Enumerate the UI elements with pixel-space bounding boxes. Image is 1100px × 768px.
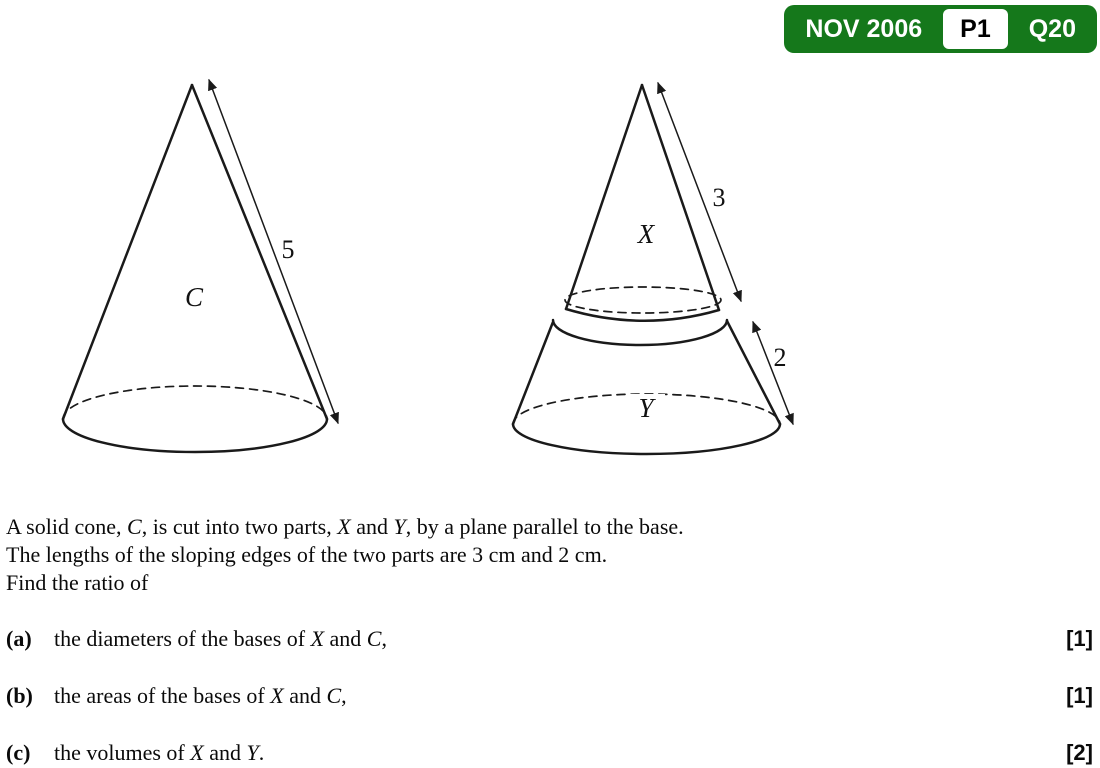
part-b-text	[54, 683, 1066, 709]
var-x: X	[310, 626, 325, 651]
cone-c-left-edge	[63, 85, 192, 419]
var-x: X	[190, 740, 204, 765]
cone-c-slant-length-label: 5	[281, 235, 295, 264]
part-b-run: the areas of the bases of	[54, 683, 271, 708]
cone-x-label: X	[637, 219, 655, 249]
cone-x-slant-length-label: 3	[712, 183, 726, 212]
question-part-a	[6, 626, 1093, 652]
frustum-y-base-front-arc	[513, 424, 780, 454]
badge-question-label: Q20	[1028, 14, 1076, 43]
part-c-label: (c)	[6, 740, 31, 765]
cone-x-left-edge	[566, 85, 642, 309]
cone-c-base-front-arc	[63, 419, 327, 452]
var-y: Y	[246, 740, 259, 765]
cone-c-figure	[63, 80, 338, 452]
intro-text: A solid cone,	[6, 514, 127, 539]
frustum-y-label: Y	[638, 393, 654, 423]
frustum-y-top-ellipse	[553, 320, 727, 345]
var-x: X	[270, 683, 284, 708]
cone-c-right-edge	[192, 85, 327, 419]
cone-c-slant-dimension-arrow	[209, 80, 338, 423]
part-c-marks: [2]	[1066, 740, 1093, 765]
intro-text: and	[350, 514, 394, 539]
var-c: C	[326, 683, 342, 708]
question-part-c	[6, 740, 1093, 766]
part-a-marks: [1]	[1066, 626, 1093, 651]
part-b-run: ,	[341, 683, 347, 708]
frustum-y-slant-length-label: 2	[773, 343, 787, 372]
part-c-run: .	[258, 740, 265, 765]
cone-x-slant-dimension-arrow	[658, 83, 741, 301]
part-c-text	[54, 740, 1066, 766]
question-part-b	[6, 683, 1093, 709]
part-a-label: (a)	[6, 626, 32, 651]
question-intro	[6, 513, 684, 597]
part-a-run: and	[324, 626, 367, 651]
cone-diagrams	[0, 0, 850, 480]
part-b-marks: [1]	[1066, 683, 1093, 708]
var-c: C	[127, 514, 142, 539]
intro-text: , is cut into two parts,	[141, 514, 338, 539]
part-b-run: and	[283, 683, 327, 708]
badge-session-label: NOV 2006	[805, 14, 923, 43]
badge-paper-label: P1	[943, 9, 1008, 49]
cone-x-cut-plane-ellipse	[565, 287, 721, 313]
cone-x-base-rim	[566, 309, 719, 321]
intro-text: , by a plane parallel to the base.	[405, 514, 684, 539]
question-line-3	[6, 569, 684, 597]
intro-text: The lengths of the sloping edges of the two parts are 3 cm and 2 cm.	[6, 542, 608, 567]
var-c: C	[366, 626, 382, 651]
question-line-2	[6, 541, 684, 569]
part-a-text	[54, 626, 1066, 652]
cone-c-label: C	[184, 282, 204, 312]
var-y: Y	[393, 514, 406, 539]
frustum-y-left-edge	[513, 322, 553, 424]
var-x: X	[337, 514, 351, 539]
intro-text: Find the ratio of	[6, 570, 149, 595]
question-line-1	[6, 513, 684, 541]
part-c-run: and	[203, 740, 247, 765]
part-a-run: the diameters of the bases of	[54, 626, 311, 651]
part-b-label: (b)	[6, 683, 33, 708]
cone-x-right-edge	[642, 85, 719, 310]
part-a-run: ,	[381, 626, 387, 651]
cone-c-base-hidden-arc	[63, 386, 327, 419]
part-c-run: the volumes of	[54, 740, 191, 765]
